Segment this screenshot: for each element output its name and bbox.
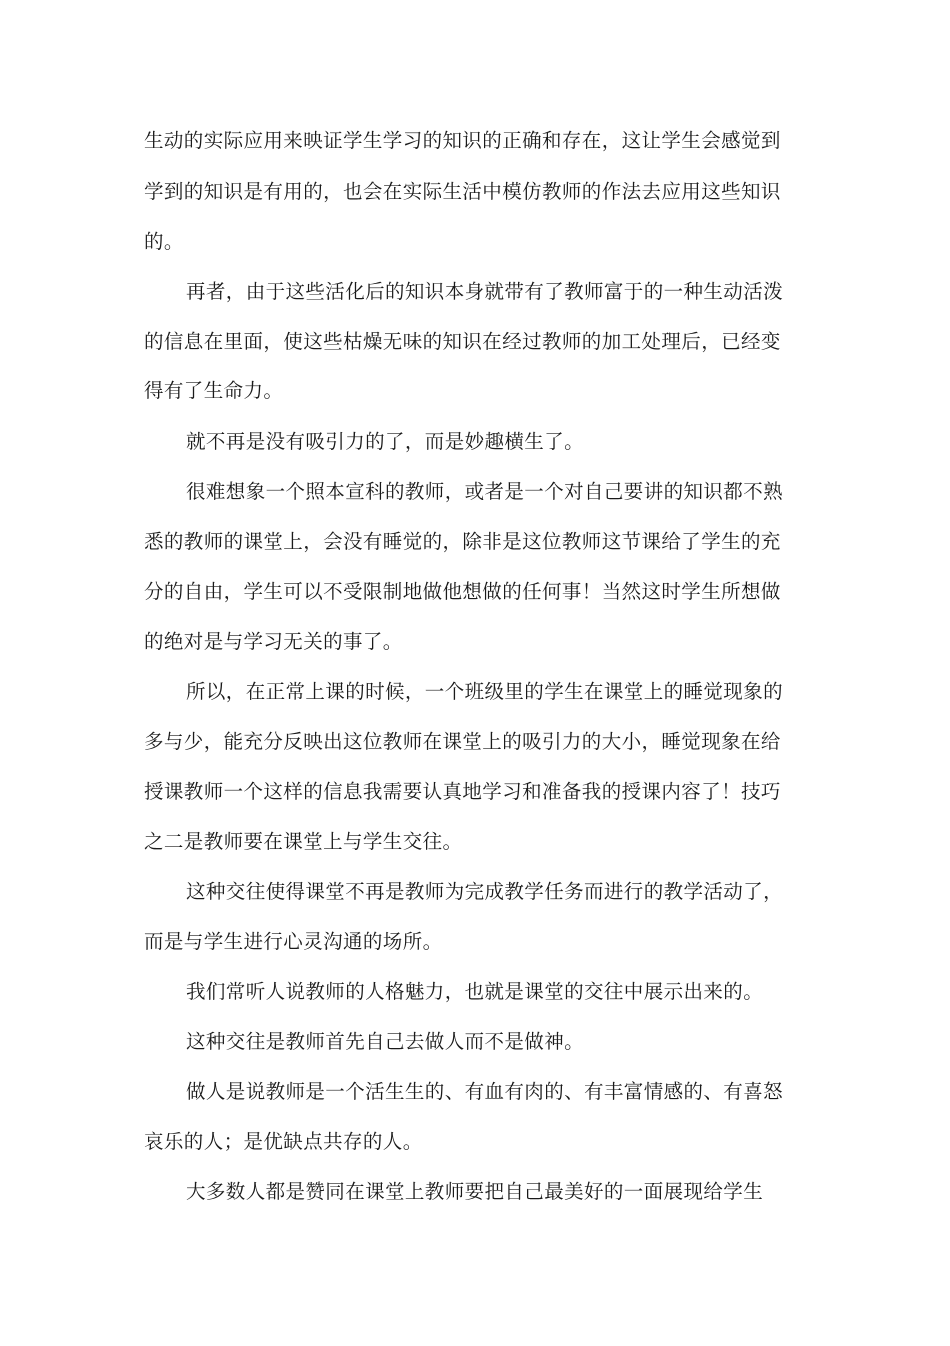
text-line: 的信息在里面，使这些枯燥无味的知识在经过教师的加工处理后，已经变 xyxy=(144,330,781,353)
text-line: 就不再是没有吸引力的了，而是妙趣横生了。 xyxy=(186,430,585,453)
text-line: 我们常听人说教师的人格魅力，也就是课堂的交往中展示出来的。 xyxy=(186,980,764,1003)
text-line: 的。 xyxy=(144,230,184,253)
text-line: 之二是教师要在课堂上与学生交往。 xyxy=(144,830,463,853)
text-line: 生动的实际应用来映证学生学习的知识的正确和存在，这让学生会感觉到 xyxy=(144,129,781,152)
text-line: 哀乐的人；是优缺点共存的人。 xyxy=(144,1130,423,1153)
text-line: 授课教师一个这样的信息我需要认真地学习和准备我的授课内容了！技巧 xyxy=(144,780,781,803)
text-line: 大多数人都是赞同在课堂上教师要把自己最美好的一面展现给学生 xyxy=(186,1180,764,1203)
text-line: 多与少，能充分反映出这位教师在课堂上的吸引力的大小，睡觉现象在给 xyxy=(144,730,781,753)
text-line: 这种交往使得课堂不再是教师为完成教学任务而进行的教学活动了， xyxy=(186,880,784,903)
text-line: 的绝对是与学习无关的事了。 xyxy=(144,630,403,653)
text-line: 而是与学生进行心灵沟通的场所。 xyxy=(144,930,443,953)
text-line: 这种交往是教师首先自己去做人而不是做神。 xyxy=(186,1030,585,1053)
text-line: 做人是说教师是一个活生生的、有血有肉的、有丰富情感的、有喜怒 xyxy=(186,1080,784,1103)
text-line: 悉的教师的课堂上，会没有睡觉的，除非是这位教师这节课给了学生的充 xyxy=(144,530,781,553)
text-line: 很难想象一个照本宣科的教师，或者是一个对自己要讲的知识都不熟 xyxy=(186,480,784,503)
text-line: 得有了生命力。 xyxy=(144,379,284,402)
text-line: 学到的知识是有用的，也会在实际生活中模仿教师的作法去应用这些知识 xyxy=(144,180,781,203)
text-line: 再者，由于这些活化后的知识本身就带有了教师富于的一种生动活泼 xyxy=(186,280,784,303)
text-line: 所以，在正常上课的时候，一个班级里的学生在课堂上的睡觉现象的 xyxy=(186,680,784,703)
text-line: 分的自由，学生可以不受限制地做他想做的任何事！当然这时学生所想做 xyxy=(144,580,781,603)
